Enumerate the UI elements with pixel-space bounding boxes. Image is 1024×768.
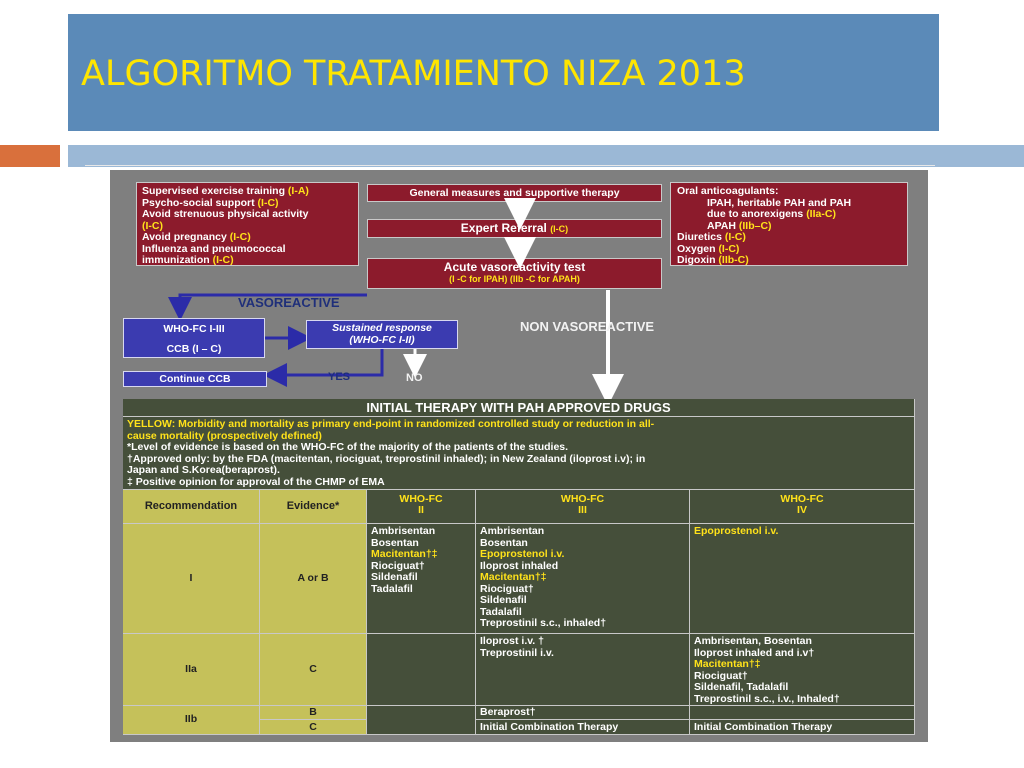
vasoreactivity-test-label: Acute vasoreactivity test <box>443 260 586 274</box>
note-evidence: *Level of evidence is based on the WHO-FC of the majority of the patients of the studies. <box>127 441 569 454</box>
anticoag-line-3-level: (IIb–C) <box>738 219 772 232</box>
col-who-fc-3 <box>476 490 690 524</box>
col-who-fc-4 <box>690 490 915 524</box>
continue-ccb-label: Continue CCB <box>159 373 231 385</box>
diuretics-level: (I-C) <box>724 231 746 243</box>
separator-line <box>85 165 935 166</box>
col-who-fc-2 <box>367 490 476 524</box>
note-chmp: ‡ Positive opinion for approval of the CHMP of EMA <box>127 475 385 488</box>
therapy-heading-text: INITIAL THERAPY WITH PAH APPROVED DRUGS <box>366 400 671 415</box>
row-i-ev <box>260 524 367 634</box>
title-bar <box>68 14 939 131</box>
drug-iloprost-inhaled: Iloprost inhaled <box>480 559 559 572</box>
col-fc3-l2: III <box>578 504 587 516</box>
row-iib-fc4-c <box>690 720 915 735</box>
row-iib-fc2 <box>367 706 476 735</box>
measure-1: Supervised exercise training <box>142 185 288 197</box>
row-iia-ev-text: C <box>309 663 317 675</box>
row-i-ev-text: A or B <box>297 572 329 584</box>
anticoag-line-3: APAH <box>707 219 739 232</box>
drug-ambrisentan: Ambrisentan <box>480 525 545 537</box>
drug-beraprost: Beraprost† <box>480 706 536 718</box>
row-iib-fc3-b <box>476 706 690 720</box>
anticoag-line-2: due to anorexigens <box>707 208 807 220</box>
drug-macitentan: Macitentan†‡ <box>371 548 438 560</box>
vasoreactive-label: VASOREACTIVE <box>238 295 340 310</box>
col-recommendation-text: Recommendation <box>144 500 238 512</box>
general-measures-label: General measures and supportive therapy <box>409 187 620 199</box>
col-evidence-text: Evidence* <box>286 500 340 512</box>
drug-sildenafil: Sildenafil <box>480 594 527 606</box>
who-fc-ccb-box <box>123 318 265 358</box>
measure-3-level: (I-C) <box>142 219 163 232</box>
drug-riociguat: Riociguat† <box>371 559 425 572</box>
measure-4: Avoid pregnancy <box>142 231 230 243</box>
slide-title: ALGORITMO TRATAMIENTO NIZA 2013 <box>81 54 746 94</box>
non-vasoreactive-label: NON VASOREACTIVE <box>520 319 655 334</box>
drug-treprostinil: Treprostinil s.c., i.v., Inhaled† <box>694 692 840 705</box>
col-fc2-l2: II <box>418 504 424 516</box>
row-iib-rec-text: IIb <box>184 713 198 725</box>
row-iib-ev-b-text: B <box>309 706 317 718</box>
row-i-rec-text: I <box>189 572 193 584</box>
row-iia-ev <box>260 634 367 706</box>
drug-riociguat: Riociguat† <box>480 582 534 595</box>
row-iib-ev-c <box>260 720 367 735</box>
note-yellow-2: cause mortality (prospectively defined) <box>127 429 322 442</box>
row-iib-fc4-b <box>690 706 915 720</box>
row-iia-rec-text: IIa <box>185 663 197 675</box>
measure-5-level: (I-C) <box>212 254 234 266</box>
accent-orange-bar <box>0 145 60 167</box>
drug-treprostinil-iv: Treprostinil i.v. <box>480 646 554 659</box>
measure-1-level: (I-A) <box>287 185 309 197</box>
col-fc2-l1: WHO-FC <box>399 493 443 505</box>
col-fc4-l1: WHO-FC <box>780 493 824 505</box>
expert-referral-level: (I-C) <box>550 224 569 234</box>
drug-sildenafil: Sildenafil <box>371 571 418 583</box>
expert-referral-label: Expert Referral <box>460 221 547 235</box>
drug-iloprost: Iloprost inhaled and i.v† <box>694 646 815 659</box>
anticoag-line-2-level: (IIa-C) <box>806 208 836 220</box>
col-fc3-l1: WHO-FC <box>560 493 605 505</box>
therapy-notes <box>123 417 915 490</box>
row-iia-rec <box>123 634 260 706</box>
measure-2: Psycho-social support <box>142 196 258 209</box>
row-iib-ev-c-text: C <box>309 721 317 733</box>
row-iia-fc2 <box>367 634 476 706</box>
measure-4-level: (I-C) <box>229 231 251 243</box>
digoxin: Digoxin <box>677 254 719 266</box>
algorithm-figure <box>110 170 928 742</box>
measure-5: Influenza and pneumococcal <box>142 242 286 255</box>
col-fc4-l2: IV <box>797 504 807 516</box>
vasoreactivity-test-levels: (I -C for IPAH) (IIb -C for APAH) <box>449 274 580 284</box>
note-approved-1: †Approved only: by the FDA (macitentan, riociguat, treprostinil inhaled); in New Zealand (iloprost i.v); in <box>127 452 646 465</box>
drug-treprostinil: Treprostinil s.c., inhaled† <box>480 617 607 629</box>
therapy-heading <box>123 399 915 417</box>
drug-riociguat: Riociguat† <box>694 669 748 682</box>
drug-sildenafil-tadalafil: Sildenafil, Tadalafil <box>694 681 789 693</box>
anticoag-line-1: IPAH, heritable PAH and PAH <box>707 196 852 209</box>
drug-epoprostenol: Epoprostenol i.v. <box>694 525 779 537</box>
oxygen: Oxygen <box>677 242 719 255</box>
row-i-fc4 <box>690 524 915 634</box>
row-iia-fc3 <box>476 634 690 706</box>
row-i-fc3 <box>476 524 690 634</box>
drug-bosentan: Bosentan <box>480 536 528 549</box>
therapy-table <box>123 399 915 735</box>
sustained-response-box <box>306 320 458 349</box>
oxygen-level: (I-C) <box>718 242 740 255</box>
continue-ccb-box <box>123 371 267 387</box>
sustained-response-sub: (WHO-FC I-II) <box>349 333 415 346</box>
accent-blue-bar <box>68 145 1024 167</box>
drug-tadalafil: Tadalafil <box>480 605 522 618</box>
row-i-rec <box>123 524 260 634</box>
digoxin-level: (IIb-C) <box>718 254 749 266</box>
anticoag-title: Oral anticoagulants: <box>677 185 779 197</box>
row-iib-ev-b <box>260 706 367 720</box>
col-evidence <box>260 490 367 524</box>
row-iib-rec <box>123 706 260 735</box>
note-approved-2: Japan and S.Korea(beraprost). <box>127 464 280 477</box>
drug-epoprostenol: Epoprostenol i.v. <box>480 548 565 560</box>
drug-macitentan: Macitentan†‡ <box>694 658 761 670</box>
yes-label: YES <box>328 371 351 383</box>
drug-tadalafil: Tadalafil <box>371 582 413 595</box>
row-iib-fc3-c <box>476 720 690 735</box>
drug-ambrisentan: Ambrisentan <box>371 525 436 537</box>
measure-2-level: (I-C) <box>257 196 279 209</box>
drug-macitentan: Macitentan†‡ <box>480 571 547 583</box>
diuretics: Diuretics <box>677 231 725 243</box>
measure-5b: immunization <box>142 254 213 266</box>
drug-iloprost-iv: Iloprost i.v. † <box>480 635 544 647</box>
col-recommendation <box>123 490 260 524</box>
drug-bosentan: Bosentan <box>371 536 419 549</box>
who-fc-label: WHO-FC I-III <box>163 323 225 335</box>
combination-therapy-fc4: Initial Combination Therapy <box>694 721 833 733</box>
no-label: NO <box>406 372 423 384</box>
measure-3: Avoid strenuous physical activity <box>142 208 309 220</box>
row-iia-fc4 <box>690 634 915 706</box>
sustained-response-label: Sustained response <box>332 322 432 334</box>
row-i-fc2 <box>367 524 476 634</box>
drug-ambrisentan-bosentan: Ambrisentan, Bosentan <box>694 635 812 647</box>
note-yellow-1: YELLOW: Morbidity and mortality as primary end-point in randomized controlled study or reduction in all- <box>127 418 655 430</box>
combination-therapy-fc3: Initial Combination Therapy <box>480 721 619 733</box>
ccb-label: CCB (I – C) <box>166 342 222 355</box>
